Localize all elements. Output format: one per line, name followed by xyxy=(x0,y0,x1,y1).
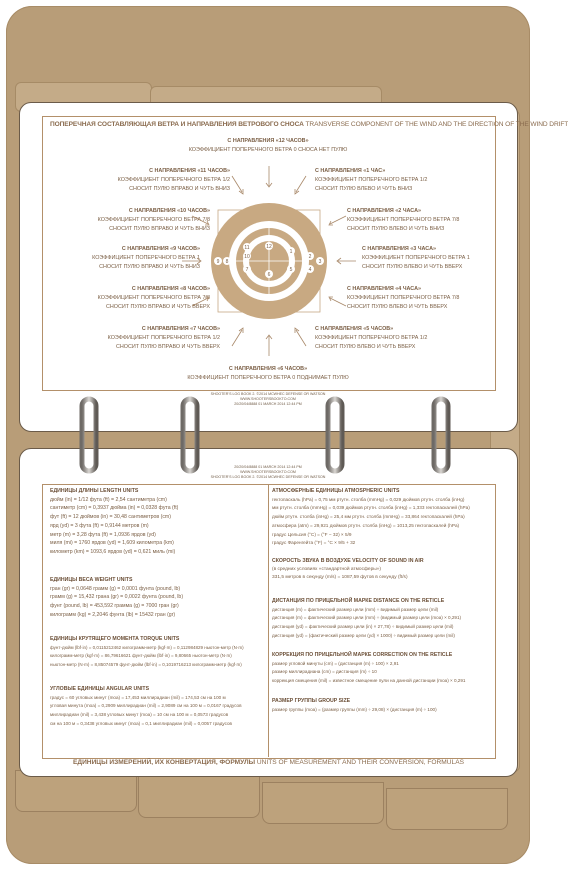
dir-10-coef: КОЭФФИЦИЕНТ ПОПЕРЕЧНОГО ВЕТРА 7/8 xyxy=(97,217,210,223)
units-footer-ru: ЕДИНИЦЫ ИЗМЕРЕНИЙ, ИХ КОНВЕРТАЦИЯ, ФОРМУЛЫ xyxy=(72,759,256,766)
wind-page xyxy=(19,102,568,432)
bottom-tab-2 xyxy=(138,776,260,818)
clock-label-12: 12 xyxy=(266,244,272,250)
dir-2-drift: СНОСИТ ПУЛЮ ВЛЕВО И ЧУТЬ ВНИЗ xyxy=(347,226,445,232)
reticle-distance-section xyxy=(272,597,461,641)
ring-2 xyxy=(183,399,197,471)
units-page xyxy=(19,448,518,777)
reticle-line: дистанция (m) = фактический размер цели (mm) ÷ (видимый размер цели (moa) × 0,291) xyxy=(272,615,462,621)
angular-line: миллирадиан (mil) = 3,438 угловых минут (moa) = 10 см на 100 м = 0,0573 градусов xyxy=(50,712,229,718)
dir-2 xyxy=(347,207,497,234)
wind-clock-diagram xyxy=(180,158,360,358)
dir-7-drift: СНОСИТ ПУЛЮ ВПРАВО И ЧУТЬ ВВЕРХ xyxy=(116,344,220,350)
dir-8-coef: КОЭФФИЦИЕНТ ПОПЕРЕЧНОГО ВЕТРА 7/8 xyxy=(97,295,210,301)
dir-11-drift: СНОСИТ ПУЛЮ ВПРАВО И ЧУТЬ ВНИЗ xyxy=(129,186,230,192)
units-footer-en: UNITS OF MEASUREMENT AND THEIR CONVERSION, FORMULAS xyxy=(256,759,465,766)
dir-9-drift: СНОСИТ ПУЛЮ ВПРАВО И ЧУТЬ ВНИЗ xyxy=(99,264,200,270)
dir-3-drift: СНОСИТ ПУЛЮ ВЛЕВО И ЧУТЬ ВВЕРХ xyxy=(362,264,463,270)
dir-2-coef: КОЭФФИЦИЕНТ ПОПЕРЕЧНОГО ВЕТРА 7/8 xyxy=(347,217,460,223)
torque-heading: ЕДИНИЦЫ КРУТЯЩЕГО МОМЕНТА TORQUE UNITS xyxy=(50,636,180,642)
length-line: дюйм (in) = 1/12 фута (ft) = 2,54 сантиметра (cm) xyxy=(50,496,167,503)
reticle-correction-section xyxy=(272,651,465,686)
clock-label-7: 7 xyxy=(245,267,249,273)
dir-6-heading: С НАПРАВЛЕНИЯ «6 ЧАСОВ» xyxy=(228,366,308,372)
dir-10-heading: С НАПРАВЛЕНИЯ «10 ЧАСОВ» xyxy=(128,208,210,214)
dir-7-coef: КОЭФФИЦИЕНТ ПОПЕРЕЧНОГО ВЕТРА 1/2 xyxy=(107,335,220,341)
atm-line: мм ртутн. столба (mmHg) = 0,039 дюймов ртутн. столба (inHg) = 1,333 гектопаскалей (hPa) xyxy=(272,505,470,511)
angular-line: угловая минута (moa) = 0,2909 миллирадиан (mil) = 2,9089 см на 100 м = 0,0167 градусов xyxy=(50,703,242,709)
dir-10-drift: СНОСИТ ПУЛЮ ВПРАВО И ЧУТЬ ВНИЗ xyxy=(109,226,210,232)
dir-8-drift: СНОСИТ ПУЛЮ ВПРАВО И ЧУТЬ ВВЕРХ xyxy=(106,304,210,310)
dir-11-heading: С НАПРАВЛЕНИЯ «11 ЧАСОВ» xyxy=(149,168,230,174)
sound-section xyxy=(272,557,424,583)
sound-line: (в средних условиях «стандартной атмосферы») xyxy=(272,566,381,572)
dir-9 xyxy=(40,245,200,272)
sound-line: 331,5 метров в секунду (m/s) = 1087,59 футов в секунду (ft/s) xyxy=(272,575,408,581)
clock-label-9: 9 xyxy=(216,259,220,265)
group-size-heading: РАЗМЕР ГРУППЫ GROUP SIZE xyxy=(272,698,351,704)
weight-line: килограмм (kg) = 2,2046 фунта (lb) = 15432 гран (gr) xyxy=(50,611,176,618)
group-size-line: размер группы (moa) = (размер группы (mm) ÷ 29,08) × (дистанция (m) ÷ 100) xyxy=(272,706,437,712)
dir-6-coef: КОЭФФИЦИЕНТ ПОПЕРЕЧНОГО ВЕТРА 0 ПОДНИМАЕТ ПУЛЮ xyxy=(187,375,349,381)
ring-4 xyxy=(434,399,448,471)
weight-line: фунт (pound, lb) = 453,592 грамма (g) = 7000 гран (gr) xyxy=(50,603,179,610)
dir-4-coef: КОЭФФИЦИЕНТ ПОПЕРЕЧНОГО ВЕТРА 7/8 xyxy=(347,295,460,301)
reticle-distance-heading: ДИСТАНЦИЯ ПО ПРИЦЕЛЬНОЙ МАРКЕ DISTANCE ON THE RETICLE xyxy=(272,598,445,604)
atmospheric-heading: АТМОСФЕРНЫЕ ЕДИНИЦЫ ATMOSPHERIC UNITS xyxy=(272,488,400,494)
column-divider xyxy=(268,484,269,757)
dir-8-heading: С НАПРАВЛЕНИЯ «8 ЧАСОВ» xyxy=(131,286,210,292)
correction-line: размер угловой минуты (cm) = (дистанция (m) ÷ 100) × 2,91 xyxy=(272,660,399,666)
reticle-line: дистанция (m) = фактический размер цели (mm) ÷ видимый размер цели (mil) xyxy=(272,606,439,612)
weight-section xyxy=(50,576,183,620)
dir-7-heading: С НАПРАВЛЕНИЯ «7 ЧАСОВ» xyxy=(141,326,220,332)
dir-3-heading: С НАПРАВЛЕНИЯ «3 ЧАСА» xyxy=(362,246,436,252)
dir-9-coef: КОЭФФИЦИЕНТ ПОПЕРЕЧНОГО ВЕТРА 1 xyxy=(92,255,200,261)
dir-5-drift: СНОСИТ ПУЛЮ ВЛЕВО И ЧУТЬ ВВЕРХ xyxy=(315,344,416,350)
dir-4-heading: С НАПРАВЛЕНИЯ «4 ЧАСА» xyxy=(347,286,421,292)
atm-line: градус Цельсия (°C) = (°F − 32) × 5/9 xyxy=(272,531,352,537)
bottom-tab-4 xyxy=(386,788,508,830)
dir-11-coef: КОЭФФИЦИЕНТ ПОПЕРЕЧНОГО ВЕТРА 1/2 xyxy=(117,177,230,183)
dir-12-coef: КОЭФФИЦИЕНТ ПОПЕРЕЧНОГО ВЕТРА 0 СНОСА НЕТ ПУЛЮ xyxy=(188,147,348,153)
length-line: сантиметр (cm) = 0,3937 дюйма (in) = 0,0328 фута (ft) xyxy=(50,505,179,512)
dir-3-coef: КОЭФФИЦИЕНТ ПОПЕРЕЧНОГО ВЕТРА 1 xyxy=(362,255,470,261)
length-line: метр (m) = 3,28 фута (ft) = 1,0936 ярдов (yd) xyxy=(50,531,156,538)
clock-label-3: 3 xyxy=(318,259,322,265)
atm-line: дюйм ртутн. столба (inHg) = 25,4 мм ртутн. столба (mmHg) = 33,864 гектопаскалей (hPa) xyxy=(272,514,465,520)
units-footer xyxy=(20,759,517,766)
wind-title-en: TRANSVERSE COMPONENT OF THE WIND AND THE DIRECTION OF THE WIND DRIFT xyxy=(305,121,568,128)
dir-2-heading: С НАПРАВЛЕНИЯ «2 ЧАСА» xyxy=(347,208,421,214)
dir-1-coef: КОЭФФИЦИЕНТ ПОПЕРЕЧНОГО ВЕТРА 1/2 xyxy=(315,177,428,183)
dir-9-heading: С НАПРАВЛЕНИЯ «9 ЧАСОВ» xyxy=(121,246,200,252)
dir-1-heading: С НАПРАВЛЕНИЯ «1 ЧАС» xyxy=(315,168,386,174)
weight-heading: ЕДИНИЦЫ ВЕСА WEIGHT UNITS xyxy=(50,577,133,583)
atm-line: гектопаскаль (hPa) = 0,75 мм ртутн. столба (mmHg) = 0,029 дюймов ртутн. столба (inHg) xyxy=(272,496,465,502)
binder-rings xyxy=(60,395,480,475)
top-credit-1: SHOOTER'S LOG BOOK 2. ©2014 MCWHEC DEFENSE OR WATSON xyxy=(210,392,326,396)
weight-line: грамм (g) = 15,432 грана (gr) = 0,0022 фунта (pound, lb) xyxy=(50,594,184,601)
top-credit-3: 20/20/04/8888 01 MARCH 2014 12:44 PM xyxy=(234,402,302,406)
clock-label-2: 2 xyxy=(308,254,312,260)
clock-label-5: 5 xyxy=(289,267,293,273)
atmospheric-section xyxy=(272,487,470,548)
length-section xyxy=(50,487,178,557)
clock-label-4: 4 xyxy=(308,267,312,273)
top-credit-2: WWW.SHOOTERSBOOKTO.COM xyxy=(240,397,296,401)
length-line: километр (km) = 1093,6 ярдов (yd) = 0,621 миль (mi) xyxy=(50,548,176,555)
atm-line: градус Фаренгейта (°F) = °C × 9/5 + 32 xyxy=(272,540,356,546)
angular-section xyxy=(50,685,242,729)
reticle-correction-heading: КОРРЕКЦИЯ ПО ПРИЦЕЛЬНОЙ МАРКЕ CORRECTION ON THE RETICLE xyxy=(272,652,453,658)
correction-line: коррекция смещения (mil) = известное смещение пули на данной дистанции (moa) × 0,291 xyxy=(272,678,466,684)
angular-heading: УГЛОВЫЕ ЕДИНИЦЫ ANGULAR UNITS xyxy=(50,686,150,692)
torque-line: ньютон-метр (N·m) = 8,85074579 фунт-дюйм (lbf·in) = 0,1019716213 килограмм-метр (kgf·m) xyxy=(50,662,242,668)
dir-3 xyxy=(362,245,502,272)
torque-line: фунт-дюйм (lbf·in) = 0,0115212462 килограмм-метр (kgf·m) = 0,112984829 ньютон-метр (N·m) xyxy=(50,644,244,650)
clock-label-10: 10 xyxy=(244,254,250,260)
dir-1-drift: СНОСИТ ПУЛЮ ВЛЕВО И ЧУТЬ ВНИЗ xyxy=(315,186,413,192)
reticle-line: дистанция (yd) = фактический размер цели (in) × 27,78) ÷ видимый размер цели (mil) xyxy=(272,624,454,630)
bottom-credit-3: SHOOTER'S LOG BOOK 2. ©2014 MCWHEC DEFENSE OR WATSON xyxy=(210,475,326,479)
clock-label-11: 11 xyxy=(244,245,250,251)
bottom-credit-1: 20/20/04/8888 01 MARCH 2014 12:44 PM xyxy=(234,465,302,469)
length-heading: ЕДИНИЦЫ ДЛИНЫ LENGTH UNITS xyxy=(50,488,139,494)
dir-5-heading: С НАПРАВЛЕНИЯ «5 ЧАСОВ» xyxy=(315,326,394,332)
dir-12 xyxy=(168,137,368,155)
torque-section xyxy=(50,635,244,670)
sound-heading: СКОРОСТЬ ЗВУКА В ВОЗДУХЕ VELOCITY OF SOUND IN AIR xyxy=(272,558,424,564)
group-size-section xyxy=(272,697,437,714)
clock-label-6: 6 xyxy=(267,272,271,278)
clock-label-1: 1 xyxy=(289,249,293,255)
dir-6 xyxy=(168,365,368,383)
weight-line: гран (gr) = 0,0648 грамм (g) = 0,0001 фунта (pound, lb) xyxy=(50,585,181,592)
atm-line: атмосфера (atm) = 29,921 дюймов ртутн. столба (inHg) = 1013,25 гектопаскалей (hPa) xyxy=(272,522,460,528)
dir-5-coef: КОЭФФИЦИЕНТ ПОПЕРЕЧНОГО ВЕТРА 1/2 xyxy=(315,335,428,341)
reticle-line: дистанция (yd) = (фактический размер цели (yd) × 1000) ÷ видимый размер цели (mil) xyxy=(272,632,455,638)
bottom-tab-3 xyxy=(262,782,384,824)
length-line: ярд (yd) = 3 фута (ft) = 0,9144 метров (m) xyxy=(50,522,149,529)
ring-1 xyxy=(82,399,96,471)
dir-4 xyxy=(347,285,497,312)
dir-12-heading: С НАПРАВЛЕНИЯ «12 ЧАСОВ» xyxy=(227,138,309,144)
ring-3 xyxy=(328,399,342,471)
wind-title-ru: ПОПЕРЕЧНАЯ СОСТАВЛЯЮЩАЯ ВЕТРА И НАПРАВЛЕНИЯ ВЕТРОВОГО СНОСА xyxy=(50,121,304,128)
angular-line: см на 100 м = 0,3438 угловых минут (moa) = 0,1 миллирадиан (mil) = 0,0057 градусов xyxy=(50,720,232,726)
bottom-credit-2: WWW.SHOOTERSBOOKTO.COM xyxy=(240,470,296,474)
correction-line: размер миллирадиана (cm) = дистанция (m) ÷ 10 xyxy=(272,669,377,675)
torque-line: килограмм-метр (kgf·m) = 86,79616621 фунт-дюйм (lbf·in) = 9,80665 ньютон-метр (N·m) xyxy=(50,653,232,659)
wind-title xyxy=(50,121,568,128)
angular-line: градус = 60 угловых минут (moa) = 17,453 миллирадиан (mil) = 174,53 см на 100 м xyxy=(50,694,226,700)
length-line: фут (ft) = 12 дюймов (in) = 30,48 сантиметров (cm) xyxy=(50,514,171,521)
dir-4-drift: СНОСИТ ПУЛЮ ВЛЕВО И ЧУТЬ ВВЕРХ xyxy=(347,304,448,310)
length-line: миля (mi) = 1760 ярдов (yd) = 1,609 километра (km) xyxy=(50,540,174,547)
clock-label-8: 8 xyxy=(225,259,229,265)
